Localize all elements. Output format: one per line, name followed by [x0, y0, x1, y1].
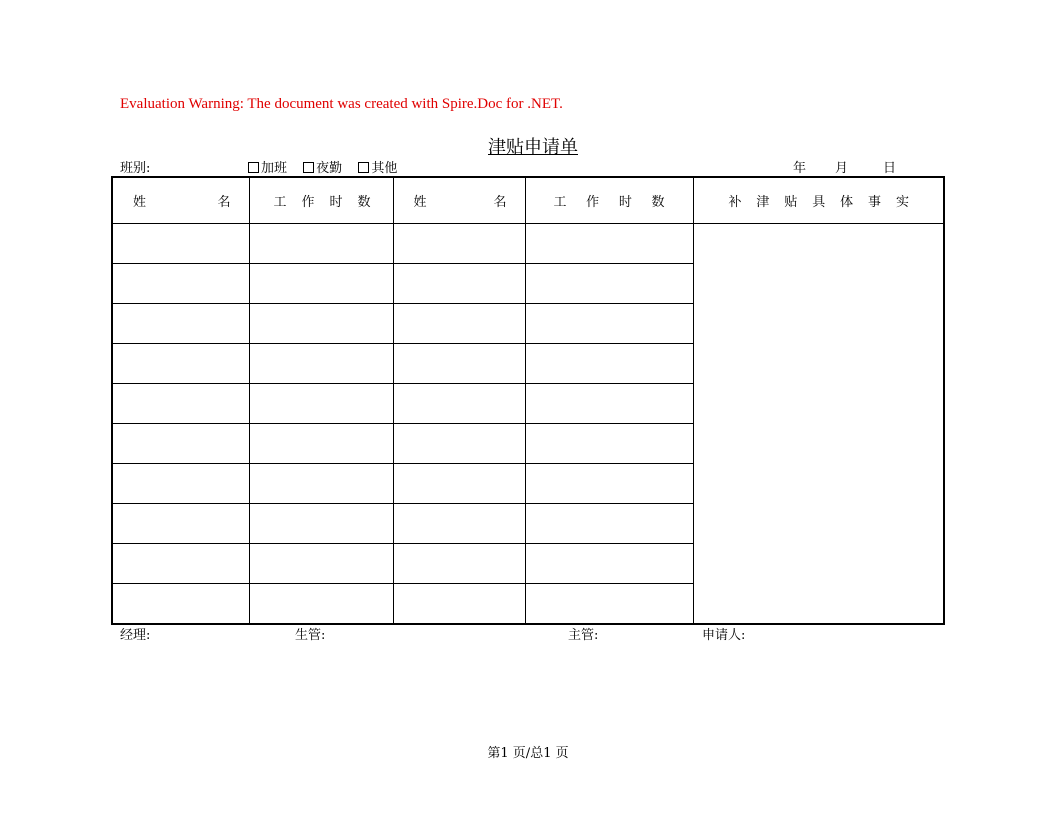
- hours-cell[interactable]: [249, 304, 393, 344]
- table-row: [112, 224, 944, 264]
- name-cell[interactable]: [112, 264, 249, 304]
- applicant-signature-label: 申请人:: [702, 628, 746, 643]
- date-day: 日: [883, 161, 897, 176]
- hours-cell[interactable]: [249, 264, 393, 304]
- hours-cell[interactable]: [249, 544, 393, 584]
- name-cell[interactable]: [393, 264, 525, 304]
- table-header-row: [112, 177, 944, 224]
- name-cell[interactable]: [393, 304, 525, 344]
- name-cell[interactable]: [393, 504, 525, 544]
- hours-cell[interactable]: [525, 264, 693, 304]
- header-hours-2: 工 作 时 数: [525, 177, 693, 224]
- name-cell[interactable]: [393, 224, 525, 264]
- name-cell[interactable]: [112, 344, 249, 384]
- hours-cell[interactable]: [525, 464, 693, 504]
- form-title: [0, 133, 1056, 159]
- hours-cell[interactable]: [249, 584, 393, 625]
- manager-signature-label: 经理:: [120, 628, 151, 643]
- header-name-1: 姓 名: [112, 177, 249, 224]
- hours-cell[interactable]: [525, 304, 693, 344]
- class-label: 班别:: [120, 161, 151, 176]
- name-cell[interactable]: [393, 544, 525, 584]
- checkbox-icon[interactable]: [358, 162, 369, 173]
- hours-cell[interactable]: [249, 424, 393, 464]
- header-hours-1: 工 作 时 数: [249, 177, 393, 224]
- checkbox-icon[interactable]: [303, 162, 314, 173]
- shift-options: [248, 157, 409, 176]
- hours-cell[interactable]: [525, 224, 693, 264]
- name-cell[interactable]: [112, 224, 249, 264]
- name-cell[interactable]: [112, 464, 249, 504]
- name-cell[interactable]: [393, 344, 525, 384]
- name-cell[interactable]: [112, 384, 249, 424]
- header-allowance-facts: 补 津 贴 具 体 事 实: [693, 177, 944, 224]
- name-cell[interactable]: [112, 424, 249, 464]
- hours-cell[interactable]: [249, 504, 393, 544]
- hours-cell[interactable]: [525, 504, 693, 544]
- hours-cell[interactable]: [249, 224, 393, 264]
- checkbox-icon[interactable]: [248, 162, 259, 173]
- option-overtime[interactable]: 加班: [248, 161, 287, 176]
- name-cell[interactable]: [393, 464, 525, 504]
- hours-cell[interactable]: [525, 384, 693, 424]
- page-number: 第1 页/总1 页: [487, 746, 569, 761]
- name-cell[interactable]: [393, 384, 525, 424]
- hours-cell[interactable]: [525, 544, 693, 584]
- name-cell[interactable]: [112, 584, 249, 625]
- date-month: 月: [835, 161, 849, 176]
- name-cell[interactable]: [112, 544, 249, 584]
- production-signature-label: 生管:: [295, 628, 326, 643]
- hours-cell[interactable]: [249, 344, 393, 384]
- name-cell[interactable]: [393, 424, 525, 464]
- date-year: 年: [793, 161, 807, 176]
- allowance-table: [111, 176, 945, 625]
- hours-cell[interactable]: [525, 344, 693, 384]
- date-line: [793, 157, 896, 176]
- evaluation-warning: Evaluation Warning: The document was created with Spire.Doc for .NET.: [120, 96, 563, 112]
- hours-cell[interactable]: [249, 384, 393, 424]
- name-cell[interactable]: [112, 504, 249, 544]
- allowance-facts-cell[interactable]: [693, 224, 944, 625]
- header-name-2: 姓 名: [393, 177, 525, 224]
- name-cell[interactable]: [393, 584, 525, 625]
- option-night-shift[interactable]: 夜勤: [303, 161, 342, 176]
- hours-cell[interactable]: [249, 464, 393, 504]
- hours-cell[interactable]: [525, 424, 693, 464]
- supervisor-signature-label: 主管:: [568, 628, 599, 643]
- form-title-text: 津贴申请单: [488, 137, 578, 158]
- name-cell[interactable]: [112, 304, 249, 344]
- option-other[interactable]: 其他: [358, 161, 397, 176]
- hours-cell[interactable]: [525, 584, 693, 625]
